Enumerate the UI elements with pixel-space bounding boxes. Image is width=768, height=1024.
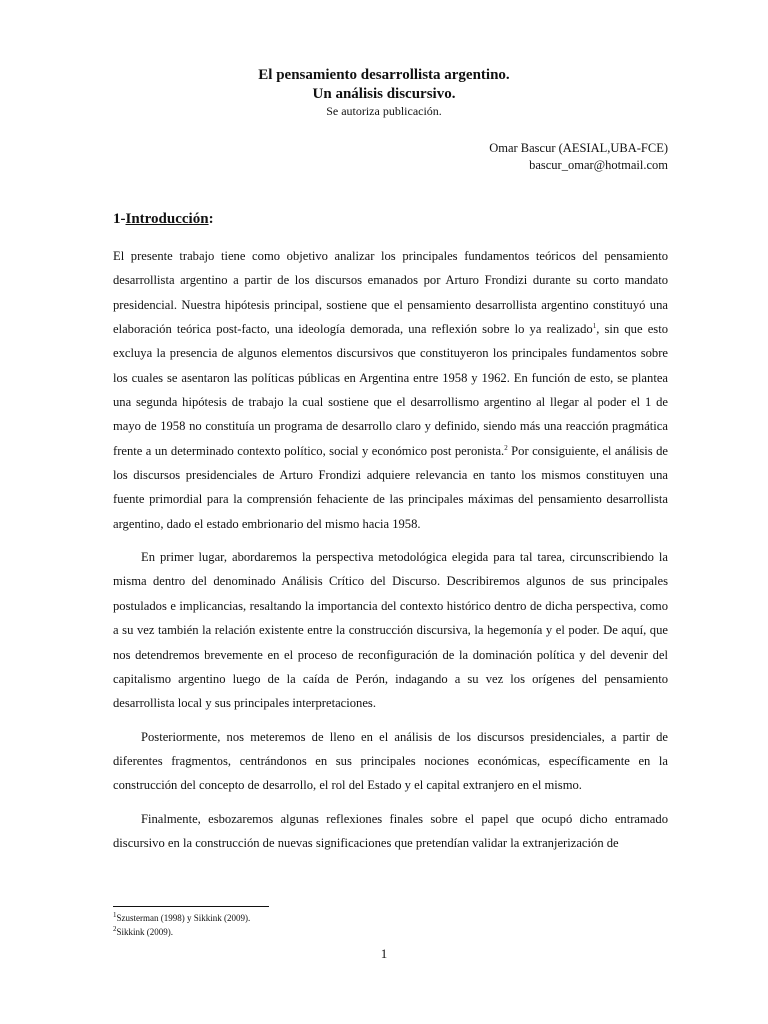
paragraph-1-part-a: El presente trabajo tiene como objetivo analizar los principales fundamentos teóricos del pensamiento desarrollista argentino a partir de los discursos emanados por Arturo Frondizi durante su corto mandato presidencial. Nuestra hipótesis principal, sostiene que el pensamiento desarrollista argentino constituyó una elaboración teórica post-facto, una ideología demorada, una reflexión sobre lo ya realizado — [113, 249, 668, 337]
footnote-2 — [113, 925, 250, 939]
author-email: bascur_omar@hotmail.com — [529, 158, 668, 172]
publication-note: Se autoriza publicación. — [326, 104, 442, 118]
title-block — [0, 66, 768, 118]
footnote-ref-1: 1 — [592, 321, 597, 330]
paragraph-3: Posteriormente, nos meteremos de lleno en el análisis de los discursos presidenciales, a partir de diferentes fragmentos, centrándonos en sus principales nociones económicas, específicamente en la construcción del concepto de desarrollo, el rol del Estado y el capital extranjero en el mismo. — [113, 729, 668, 793]
section-heading — [113, 211, 214, 228]
footnote-ref-2: 2 — [504, 443, 508, 452]
author-name: Omar Bascur (AESIAL,UBA-FCE) — [489, 141, 668, 155]
paragraph-4: Finalmente, esbozaremos algunas reflexiones finales sobre el papel que ocupó dicho entramado discursivo en la construcción de nuevas significaciones que pretendían validar la extranjerización de — [113, 811, 668, 850]
page-number: 1 — [380, 946, 388, 961]
footnotes — [113, 911, 250, 939]
document-title-line-1: El pensamiento desarrollista argentino. — [258, 67, 510, 83]
author-block — [489, 140, 668, 174]
section-title: Introducción — [125, 211, 209, 227]
footnote-1-mark: 1 — [113, 911, 117, 919]
footnote-2-text: Sikkink (2009). — [116, 927, 174, 937]
body-text — [113, 244, 668, 864]
paragraph-1-part-c: Por consiguiente, el análisis de los discursos presidenciales de Arturo Frondizi adquiere relevancia en tanto los mismos constituyen una fuente primordial para la comprensión fehaciente de las principales máximas del pensamiento desarrollista argentino, dado el estado embrionario del mismo hacia 1958. — [113, 443, 668, 531]
paragraph-1 — [113, 244, 668, 536]
section-number: 1- — [113, 211, 126, 227]
footnote-2-mark: 2 — [113, 925, 117, 933]
footnote-1 — [113, 911, 250, 925]
paragraph-2: En primer lugar, abordaremos la perspectiva metodológica elegida para tal tarea, circunscribiendo la misma dentro del denominado Análisis Crítico del Discurso. Describiremos algunos de sus principales postulados e implicancias, resaltando la importancia del contexto histórico dentro de dicha perspectiva, como a su vez también la relación existente entre la construcción discursiva, la hegemonía y el poder. De aquí, que nos detendremos brevemente en el proceso de reconfiguración de la dominación política y del devenir del capitalismo argentino luego de la caída de Perón, indagando a su vez los orígenes del pensamiento desarrollista local y sus principales interpretaciones. — [113, 550, 668, 711]
section-colon: : — [208, 211, 214, 227]
paragraph-1-part-b: , sin que esto excluya la presencia de algunos elementos discursivos que constituyeron los principales fundamentos sobre los cuales se asentaron las políticas públicas en Argentina entre 1958 y 1962. En función de esto, se plantea una segunda hipótesis de trabajo la cual sostiene que el desarrollismo argentino al llegar al poder el 1 de mayo de 1958 no constituía un programa de desarrollo claro y definido, siendo más una reacción pragmática frente a un determinado contexto político, social y económico post peronista. — [113, 322, 668, 458]
footnote-1-text: Szusterman (1998) y Sikkink (2009). — [116, 913, 251, 923]
document-title-line-2: Un análisis discursivo. — [312, 86, 456, 102]
footnote-divider — [113, 906, 269, 907]
